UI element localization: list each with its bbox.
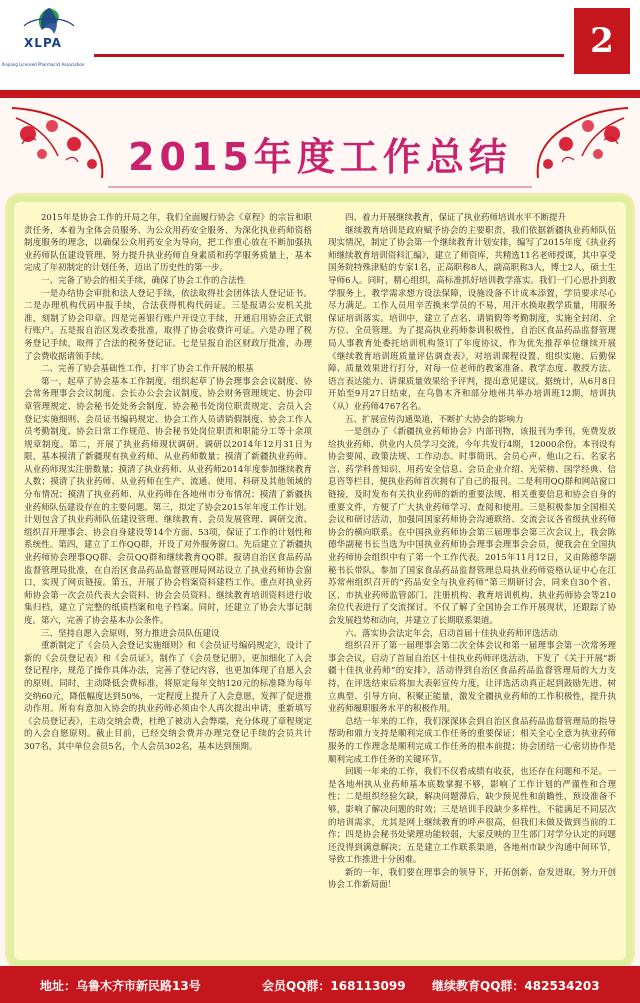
article-paragraph: 继续教育培训是政府赋予协会的主要职责，我们依据新疆执业药师队伍现实情况，制定了协会第一个继续教育计划安排，编写了2015年度《执业药师继续教育培训资料汇编》，建立了师资库，共精选11名老师授课，其中享受国务院特殊津贴的专家1名，正高职称8人，副高职称3人，博士2人，硕士生导师6人。同时，精心组织，高标准抓好培训教学落实。我们一门心思扑到教学服务上，教学需求想方设法保障，设施设备不计成本添置，学员要求尽心尽力满足。工作人员用辛苦换来学员的不易，用汗水换取教学质量，用服务保证培训落实。培训中，建立了点名、请销假等考勤制度，实施全封闭、全方位、全员管理。为了提高执业药师参训积极性，自治区食品药品监督管理局人事教育处委托培训机构签订了年度协议，作为优先推荐单位继续开展《继续教育培训班质量评估调查表》，对培训课程设置、组织实施、后勤保障、质量效果进行打分，对每一位老师的教案准备、教学态度、教授方法、语言表达能力、讲课质量效果给予评判，提出意见建议。据统计，从6月8日开始至9月27日结束，在乌鲁木齐和部分地州共举办培训班12期，培训执（从）业药师4767名名。 <box>328 225 616 412</box>
article-paragraph: 一是创办了《新疆执业药师协会》内部刊物，该报刊为季刊，免费发放给执业药师、供业内人员学习交流，今年共发行4期，12000余份。本刊设有协会要闻、政策法规、工作动态、时事简讯、会员心声、他山之石、名家名言、药学科普知识、用药安全信息、会员企业介绍、光荣榜、国学经典、信息咨等栏目，便执业药师首次拥有了自己的报刊。二是利用QQ群和网站窗口链接，及时发布有关执业药师的新的重要法规、相关重要信息和协会自身的重要文件，方便了广大执业药师学习、查阅和使用。三是积极参加全国相关会议和研讨活动，加强同国家药师协会沟通联络、交流会议各省级执业药师协会的横向联系。在中国执业药师协会第三届理事会第三次会议上，我会陈德华副秘书长当选为中国执业药师协会理事会理事会会员，便我会在全国执业药师协会组织中有了第一个工作代表。2015年11月12日，又由陈德华副秘书长带队，参加了国家食品药品监督管理总局执业药师资格认证中心在江苏常州组织召开的“药品安全与执业药师”第三期研讨会，同来自30个省、区、市执业药师监管部门、注册机构、教育培训机构、执业药师协会等210余位代表进行了交流探讨。不仅了解了全国协会工作开展现状，还跟踪了协会发展趋势和动向，并建立了长期联系渠道。 <box>328 427 616 626</box>
footer-address: 地址：乌鲁木齐市新民路13号 <box>40 979 201 993</box>
article-column-left <box>24 212 312 754</box>
section-heading: 一、完备了协会的相关手续，确保了协会工作的合法性 <box>41 275 246 286</box>
page-title: 2015年度工作总结 <box>128 135 512 179</box>
section-heading: 四、着力开展继续教育，保证了执业药师培训水平不断提升 <box>345 213 567 223</box>
section-heading: 五、扩展宣传沟通渠道，不断扩大协会的影响力 <box>345 414 524 425</box>
article-paragraph: 组织召开了第一届理事会第二次全体会议和第一届理事会第一次常务理事会会议，启动了首届自治区十佳执业药师评选活动，下发了《关于开展“新疆十佳执业药师”的安排》，活动得到自治区食品药品监督管理局的大力支持，在评选结束后将加大表彰宣传力度，让评选活动真正起到鼓励先进、树立典型、引导方向、积聚正能量，激发全疆执业药师的工作积极性，提升执业药师履职服务水平的积极作用。 <box>328 641 616 715</box>
section-heading: 三、坚持自愿入会原则，努力推进会员队伍建设 <box>41 628 220 639</box>
page-number: 2 <box>574 8 630 74</box>
footer-education-qq: 继续教育QQ群：482534203 <box>432 979 600 993</box>
article-column-right <box>328 212 616 892</box>
section-heading: 二、完善了协会基础性工作，打牢了协会工作开展的根基 <box>41 364 254 375</box>
article-paragraph: 重新制定了《会员入会登记实施细则》和《会员证号编码规定》，设计了新的《会员登记表》和《会员证》，制作了《会员登记册》，更加细化了入会登记程序，规范了操作具体办法，完善了登记内容，也更加体现了自愿入会的原则。同时，主动降低会费标准，将原定每年交纳120元的标准降为每年交纳60元，降低幅度达到50%，一定程度上提升了入会意愿，发挥了促进推动作用。所有有意加入协会的执业药师必须由个人再次提出申请，重新填写《会员登记表》，主动交纳会费，杜绝了被动入会弊端，充分体现了章程规定的入会自愿原则。截止目前，已经交纳会费并办理完登记手续的会员共计307名，其中单位会员5名，个人会员302名，基本达到预期。 <box>24 641 312 752</box>
article-paragraph: 回顾一年来的工作，我们不仅看成绩有收获，也还存在问题和不足。一是各地州执从业药师基本底数掌握不够，影响了工作计划的严谨性和合理性；二是组织经验欠缺，解决问题滞后，缺少预见性和前瞻性，预设准备不够，影响了解决问题的时效；三是培训手段缺少多样性，不能满足不同层次的培训需求，尤其是网上继续教育的呼声很高，但我们未做及做到当前的工作；四是协会秘书处梁理功能较弱，大家反映的卫生部门对学分认定的问题还没得到满意解决；五是建立工作联系渠道，各地州市缺少沟通中间环节，导致工作推进十分困难。 <box>328 767 616 866</box>
page-header <box>0 0 640 88</box>
article-paragraph: 新的一年，我们要在理事会的领导下，开拓创新、奋发进取，努力开创协会工作新局面！ <box>328 867 616 891</box>
article-paragraph: 第一，起草了协会基本工作制度。组织起草了协会理事会会议制度、协会常务理事会会议制度、会长办公会会议制度、协会财务管理规定、协会印章管理规定、协会秘书处处务会制度、协会秘书处岗位职责规定、会员入会登记实施细则、会员证书编码规定、协会工作人员请销假制度、协会工作人员考勤制度、协会日常工作规范、协会秘书处岗位职责和职能分工等十余项规章制度。第二，开展了执业药师现状调研。调研以2014年12月31日为限，基本摸清了新疆现有执业药师、从业药师数量；摸清了新疆执业药师、从业药师现实注册数量；摸清了执业药师、从业药师2014年度参加继续教育人数；摸清了执业药师、从业药师在生产、流通、使用、科研及其他领域的分布情况；摸清了执业药师、从业药师在各地州市分布情况；摸清了新疆执业药师队伍建设存在的主要问题。第三，拟定了协会2015年年度工作计划。计划包含了执业药师队伍建设管理、继续教育、会员发展管理、调研交流、组织召开理事会、协会自身建设等14个方面、53项，保证了工作的计划性和系统性。第四，建立了工作QQ群，开设了对外服务窗口。先后建立了新疆执业药师协会理事QQ群、会员QQ群和继续教育QQ群。报请自治区食品药品监督管理局批准，在自治区食品药品监督管理局网站设立了执业药师协会窗口，实现了网页链接。第五，开展了协会档案资料建档工作。重点对执业药师协会第一次会员代表大会资料、协会会员资料、继续教育培训资料进行收集归档，建立了完整的纸质档案和电子档案。同时，还建立了协会大事记制度。第六，完善了协会基本办公条件。 <box>24 376 312 626</box>
header-band <box>0 90 640 98</box>
logo-text: XLPA <box>24 36 62 50</box>
section-heading: 六、落实协会法定年会，启动首届十佳执业药师评选活动 <box>345 628 558 639</box>
page-footer <box>0 966 640 1003</box>
footer-member-qq: 会员QQ群：168113099 <box>262 979 406 993</box>
article-paragraph: 总结一年来的工作，我们深深体会到自治区食品药品监督管理局的指导帮助和鼎力支持是顺利完成工作任务的重要保证；相关全心全意为执业药师服务的工作理念是顺利完成工作任务的根本前提；协会团结一心密切协作是顺利完成工作任务的关键环节。 <box>328 716 616 765</box>
logo-subtitle: Xinjiang Licensed Pharmacist Association <box>1 62 85 67</box>
article-paragraph: 一是办结协会审批和法人登记手续，依法取得社会团体法人登记证书。二是办理机构代码申报手续，合法获得机构代码证。三是报请公安机关批准，刻制了协会印章。四是完善银行账户开设立手续，开通启用协会正式银行账户。五是报自治区发改委批准，取得了协会收费许可证。六是办理了税务登记手续，取得了合法的税务登记证。七是呈报自治区财政厅批准，办理了会费收据请领手续。 <box>24 288 312 362</box>
header-divider <box>94 54 564 57</box>
title-underline <box>108 186 532 188</box>
article-paragraph: 2015年是协会工作的开局之年，我们全面履行协会《章程》的宗旨和职责任务，本着为全体会员服务、为公众用药安全服务、为深化执业药师资格制度服务的理念，以确保公众用药安全为导向，把工作重心放在不断加强执业药师队伍建设管理、努力提升执业药师自身素质和药学服务质量上，基本完成了年初制定的计划任务，迈出了历史性的第一步。 <box>24 213 312 274</box>
